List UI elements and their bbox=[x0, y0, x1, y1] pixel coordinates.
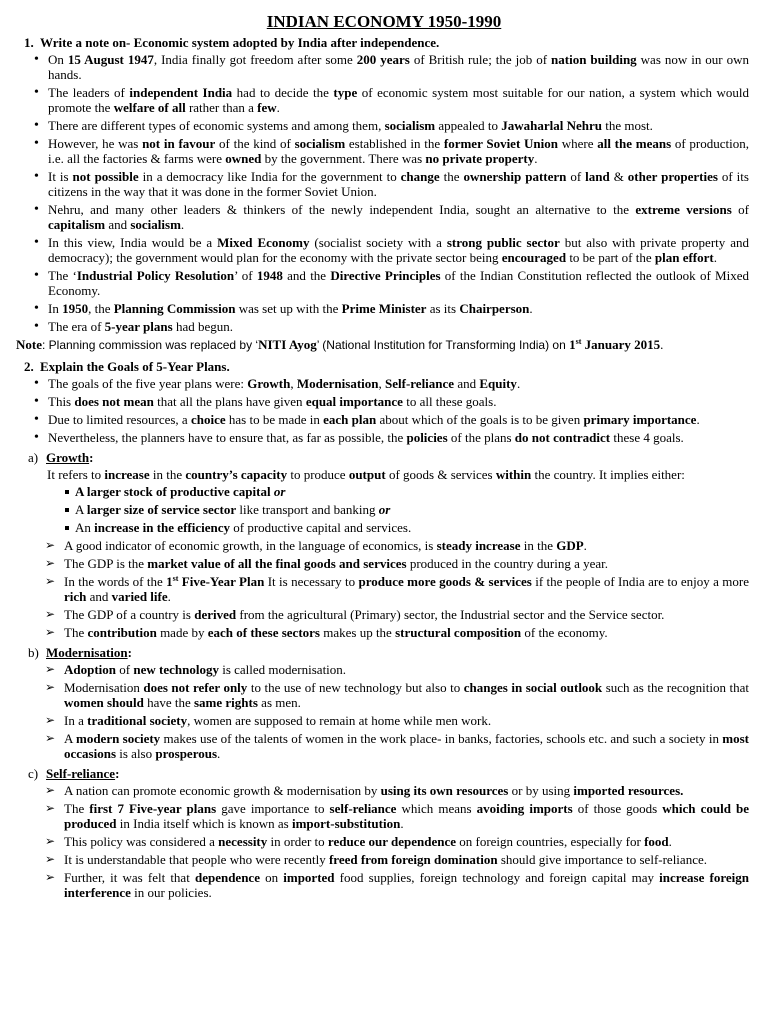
section-label: c) bbox=[28, 766, 39, 781]
question-1-heading bbox=[24, 35, 748, 50]
growth-intro: It refers to increase in the country’s capacity to produce output of goods & services within the country. It implies either: bbox=[47, 467, 685, 482]
note: Note: Planning commission was replaced by ‘NITI Ayog’ (National Institution for Transforming India) on 1st January 2015. bbox=[16, 337, 664, 352]
question-2-heading bbox=[24, 359, 748, 374]
list-item: • On 15 August 1947, India finally got freedom after some 200 years of British rule; the job of nation building was now in our own hands. bbox=[0, 52, 768, 82]
growth-points bbox=[0, 538, 768, 640]
list-item: • In this view, India would be a Mixed Economy (socialist society with a strong public sector but also with private property and democracy); the government would plan for the economy with the private sector being encouraged to be part of the plan effort. bbox=[0, 235, 768, 265]
section-title: Growth bbox=[46, 450, 90, 465]
growth-options bbox=[0, 484, 768, 535]
list-item: An increase in the efficiency of productive capital and services. bbox=[0, 520, 768, 535]
list-item: • However, he was not in favour of the kind of socialism established in the former Soviet Union where all the means of production, i.e. all the factories & farms were owned by the government. There was no private property. bbox=[0, 136, 768, 166]
list-item: ➢ The GDP of a country is derived from the agricultural (Primary) sector, the Industrial sector and the Service sector. bbox=[0, 607, 768, 622]
list-item: • It is not possible in a democracy like India for the government to change the ownership pattern of land & other properties of its citizens in the way that it was done in the former Soviet Union. bbox=[0, 169, 768, 199]
question-1-bullets bbox=[0, 52, 768, 334]
section-title: Modernisation bbox=[46, 645, 128, 660]
modernisation-heading: b) Modernisation: bbox=[28, 645, 132, 660]
list-item: • The era of 5-year plans had begun. bbox=[0, 319, 768, 334]
list-item: • The ‘Industrial Policy Resolution’ of 1948 and the Directive Principles of the Indian Constitution reflected the outlook of Mixed Economy. bbox=[0, 268, 768, 298]
list-item: ➢ A modern society makes use of the talents of women in the work place- in banks, factories, schools etc. and such a society in most occasions is also prosperous. bbox=[0, 731, 768, 761]
list-item: ➢ In the words of the 1st Five-Year Plan It is necessary to produce more goods & services if the people of India are to enjoy a more rich and varied life. bbox=[0, 574, 768, 604]
section-label: b) bbox=[28, 645, 39, 660]
section-label: a) bbox=[28, 450, 39, 465]
self-reliance-points bbox=[0, 783, 768, 900]
question-text: Explain the Goals of 5-Year Plans. bbox=[40, 359, 230, 374]
self-reliance-heading: c) Self-reliance: bbox=[28, 766, 120, 781]
question-number: 1. bbox=[24, 35, 34, 50]
list-item: ➢ This policy was considered a necessity in order to reduce our dependence on foreign countries, especially for food. bbox=[0, 834, 768, 849]
list-item: ➢ The first 7 Five-year plans gave importance to self-reliance which means avoiding imports of those goods which could be produced in India itself which is known as import-substitution. bbox=[0, 801, 768, 831]
list-item: ➢ A nation can promote economic growth & modernisation by using its own resources or by using imported resources. bbox=[0, 783, 768, 798]
list-item: ➢ In a traditional society, women are supposed to remain at home while men work. bbox=[0, 713, 768, 728]
list-item: ➢ Modernisation does not refer only to the use of new technology but also to changes in social outlook such as the recognition that women should have the same rights as men. bbox=[0, 680, 768, 710]
question-2-bullets bbox=[0, 376, 768, 445]
list-item: • This does not mean that all the plans have given equal importance to all these goals. bbox=[0, 394, 768, 409]
list-item: • Nevertheless, the planners have to ensure that, as far as possible, the policies of the plans do not contradict these 4 goals. bbox=[0, 430, 768, 445]
list-item: • Due to limited resources, a choice has to be made in each plan about which of the goals is to be given primary importance. bbox=[0, 412, 768, 427]
section-title: Self-reliance bbox=[46, 766, 116, 781]
list-item: ➢ It is understandable that people who were recently freed from foreign domination should give importance to self-reliance. bbox=[0, 852, 768, 867]
list-item: A larger stock of productive capital or bbox=[0, 484, 768, 499]
growth-heading: a) Growth: bbox=[28, 450, 94, 465]
list-item: • The leaders of independent India had to decide the type of economic system most suitable for our nation, a system which would promote the welfare of all rather than a few. bbox=[0, 85, 768, 115]
list-item: ➢ Further, it was felt that dependence on imported food supplies, foreign technology and foreign capital may increase foreign interference in our policies. bbox=[0, 870, 768, 900]
list-item: • In 1950, the Planning Commission was set up with the Prime Minister as its Chairperson. bbox=[0, 301, 768, 316]
question-text: Write a note on- Economic system adopted by India after independence. bbox=[40, 35, 440, 50]
list-item: ➢ The GDP is the market value of all the final goods and services produced in the country during a year. bbox=[0, 556, 768, 571]
list-item: A larger size of service sector like transport and banking or bbox=[0, 502, 768, 517]
list-item: ➢ The contribution made by each of these sectors makes up the structural composition of the economy. bbox=[0, 625, 768, 640]
list-item: ➢ Adoption of new technology is called modernisation. bbox=[0, 662, 768, 677]
note-label: Note bbox=[16, 337, 42, 352]
page-title: INDIAN ECONOMY 1950-1990 bbox=[266, 12, 502, 31]
modernisation-points bbox=[0, 662, 768, 761]
question-number: 2. bbox=[24, 359, 34, 374]
list-item: ➢ A good indicator of economic growth, in the language of economics, is steady increase in the GDP. bbox=[0, 538, 768, 553]
list-item: • Nehru, and many other leaders & thinkers of the newly independent India, sought an alternative to the extreme versions of capitalism and socialism. bbox=[0, 202, 768, 232]
list-item: • There are different types of economic systems and among them, socialism appealed to Jawaharlal Nehru the most. bbox=[0, 118, 768, 133]
list-item: • The goals of the five year plans were: Growth, Modernisation, Self-reliance and Equity. bbox=[0, 376, 768, 391]
